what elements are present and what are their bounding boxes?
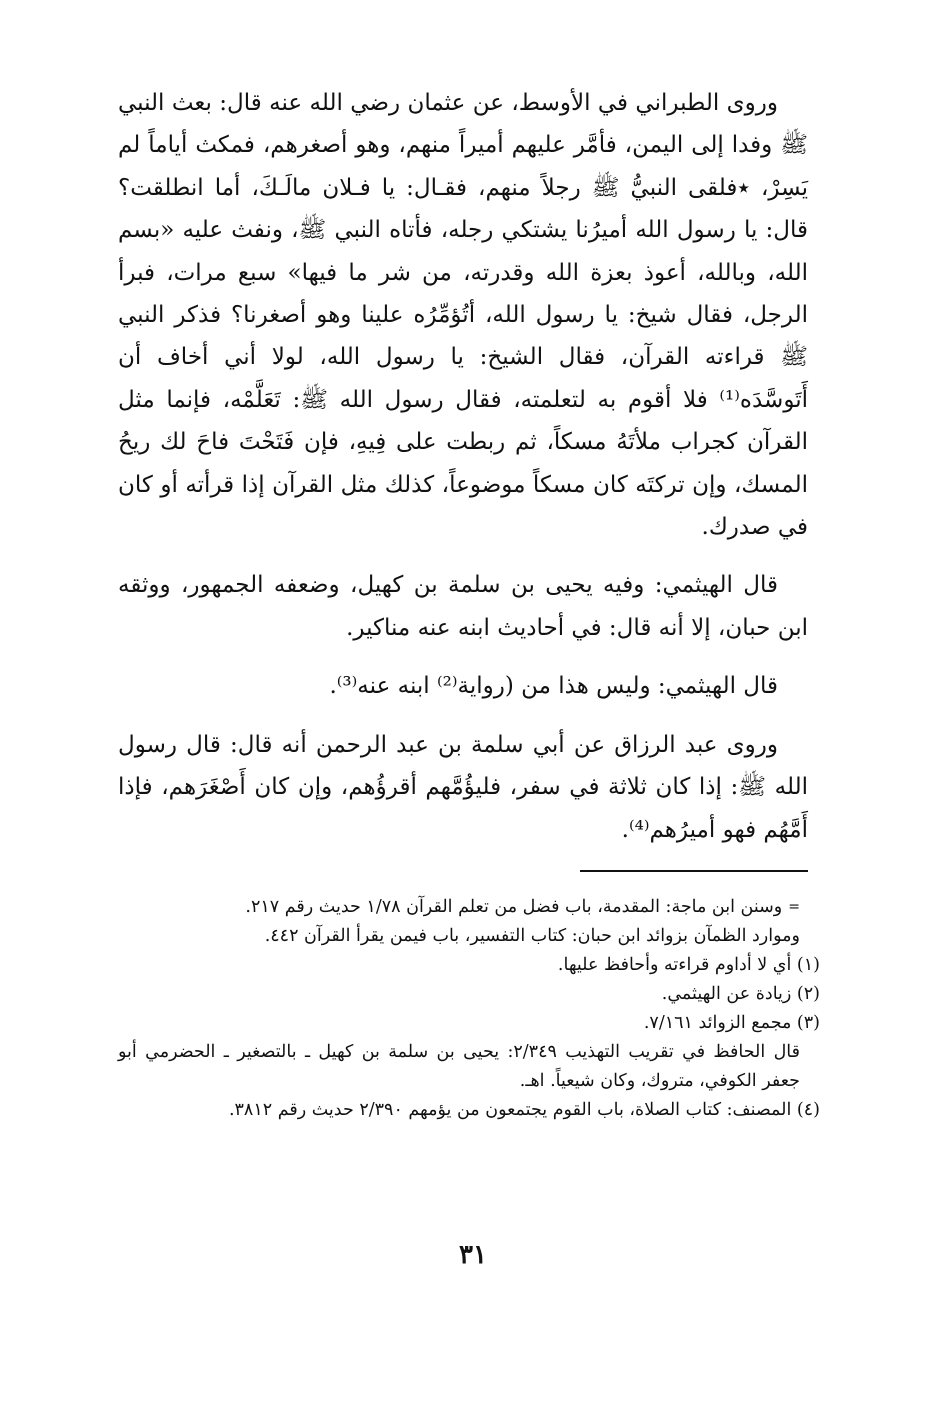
footnote-continuation-line-2: وموارد الظمآن بزوائد ابن حبان: كتاب التفسير، باب فيمن يقرأ القرآن ٤٤٢. [264, 926, 800, 946]
footnote-1: (١) أي لا أداوم قراءته وأحافظ عليها. [557, 955, 820, 975]
paragraph-haythami-note: قال الهيثمي: وليس هذا من (رواية⁽²⁾ ابنه عنه⁽³⁾. [329, 673, 778, 700]
footnotes [118, 893, 820, 1125]
footnote-4: (٤) المصنف: كتاب الصلاة، باب القوم يجتمعون من يؤمهم ٢/٣٩٠ حديث رقم ٣٨١٢. [228, 1100, 820, 1120]
footnote-3: (٣) مجمع الزوائد ٧/١٦١. [643, 1013, 820, 1033]
paragraph-abd-alrazzaq-hadith: وروى عبد الرزاق عن أبي سلمة بن عبد الرحمن أنه قال: قال رسول الله ﷺ: إذا كان ثلاثة في سفر، فليؤُمَّهم أقرؤُهم، وإن كان أَصْغَرَهم، فإذا أَمَّهُم فهو أميرُهم⁽⁴⁾. [118, 731, 808, 843]
paragraph-haythami-comment: قال الهيثمي: وفيه يحيى بن سلمة بن كهيل، وضعفه الجمهور، ووثقه ابن حبان، إلا أنه قال: في أحاديث ابنه عنه مناكير. [118, 572, 808, 641]
main-text [118, 82, 808, 867]
paragraph-tabarani-hadith: وروى الطبراني في الأوسط، عن عثمان رضي الله عنه قال: بعث النبي ﷺ وفدا إلى اليمن، فأمَّر عليهم أميراً منهم، وهو أصغرهم، فمكث أياماً لم يَسِرْ، ٭فلقى النبيُّ ﷺ رجلاً منهم، فقـال: يا فـلان مالَـكَ، أما انطلقت؟ قال: يا رسول الله أميرُنا يشتكي رجله، فأتاه النبي ﷺ، ونفث عليه «بسم الله، وبالله، أعوذ بعزة الله وقدرته، من شر ما فيها» سبع مرات، فبرأ الرجل، فقال شيخ: يا رسول الله، أتُؤمِّرُه علينا وهو أصغرنا؟ فذكر النبي ﷺ قراءته القرآن، فقال الشيخ: يا رسول الله، لولا أني أخاف أن أَتَوسَّدَه⁽¹⁾ فلا أقوم به لتعلمته، فقال رسول الله ﷺ: تَعَلَّمْه، فإنما مثل القرآن كجراب ملأتَهُ مسكاً، ثم ربطت على فِيهِ، فإن فَتَحْتَ فاحَ لك ريحُ المسك، وإن تركتَه كان مسكاً موضوعاً، كذلك مثل القرآن إذا قرأته أو كان في صدرك. [118, 90, 808, 541]
footnote-divider [580, 870, 808, 872]
footnote-continuation-line-1: وسنن ابن ماجة: المقدمة، باب فضل من تعلم القرآن ١/٧٨ حديث رقم ٢١٧. [245, 897, 783, 917]
continuation-mark: = [788, 899, 800, 915]
footnote-continuation [118, 893, 820, 922]
page-number: ٣١ [459, 1240, 487, 1270]
footnote-2: (٢) زيادة عن الهيثمي. [661, 984, 820, 1004]
footnote-3-detail: قال الحافظ في تقريب التهذيب ٢/٣٤٩: يحيى بن سلمة بن كهيل ـ بالتصغير ـ الحضرمي أبو جعفر الكوفي، متروك، وكان شيعياً. اهـ. [118, 1042, 800, 1091]
